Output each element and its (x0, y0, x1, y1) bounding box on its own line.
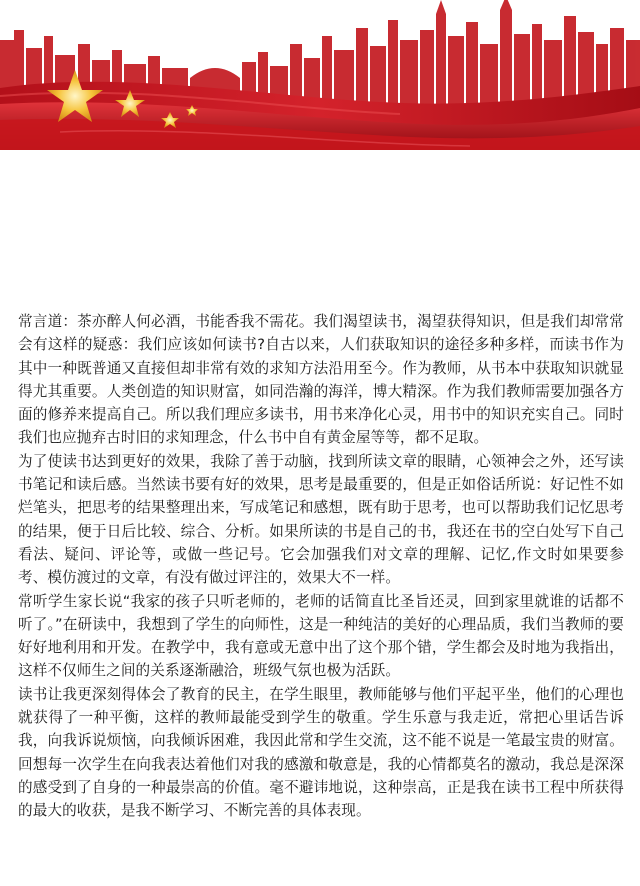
article-paragraph: 为了使读书达到更好的效果，我除了善于动脑，找到所读文章的眼睛，心领神会之外，还写读书笔记和读后感。当然读书要有好的效果，思考是最重要的，但是正如俗话所说：好记性不如烂笔头，把思考的结果整理出来，写成笔记和感想，既有助于思考，也可以帮助我们记忆思考的结果，便于日后比较、综合、分析。如果所读的书是自己的书，我还在书的空白处写下自己看法、疑问、评论等，或做一些记号。它会加强我们对文章的理解、记忆,作文时如果要参考、模仿渡过的文章，有没有做过评注的，效果大不一样。 (18, 452, 624, 587)
header-banner (0, 0, 640, 150)
article-paragraph: 常言道：茶亦醉人何必酒，书能香我不需花。我们渴望读书，渴望获得知识，但是我们却常常会有这样的疑惑：我们应该如何读书?自古以来，人们获取知识的途径多种多样，而读书作为其中一种既普通又直接但却非常有效的求知方法沿用至今。作为教师，从书本中获取知识就显得尤其重要。人类创造的知识财富，如同浩瀚的海洋，博大精深。作为我们教师需要加强各方面的修养来提高自己。所以我们理应多读书，用书来净化心灵，用书中的知识充实自己。同时我们也应抛弃古时旧的求知理念，什么书中自有黄金屋等等，都不足取。 (18, 313, 624, 447)
article-body (18, 310, 624, 823)
article-paragraph: 常听学生家长说“我家的孩子只听老师的，老师的话简直比圣旨还灵，回到家里就谁的话都不听了。”在研读中，我想到了学生的向师性，这是一种纯洁的美好的心理品质，我们当教师的要好好地利用和开发。在教学中，我有意或无意中出了这个那个错，学生都会及时地为我指出，这样不仅师生之间的关系逐渐融洽，班级气氛也极为活跃。 (18, 592, 624, 680)
article-paragraph: 读书让我更深刻得体会了教育的民主，在学生眼里，教师能够与他们平起平坐，他们的心理也就获得了一种平衡，这样的教师最能受到学生的敬重。学生乐意与我走近，常把心里话告诉我，向我诉说烦恼，向我倾诉困难，我因此常和学生交流，这不能不说是一笔最宝贵的财富。回想每一次学生在向我表达着他们对我的感激和敬意是，我的心情都莫名的激动，我总是深深的感受到了自身的一种最崇高的价值。毫不避讳地说，这种崇高，正是我在读书工程中所获得的最大的收获，是我不断学习、不断完善的具体表现。 (18, 685, 624, 820)
